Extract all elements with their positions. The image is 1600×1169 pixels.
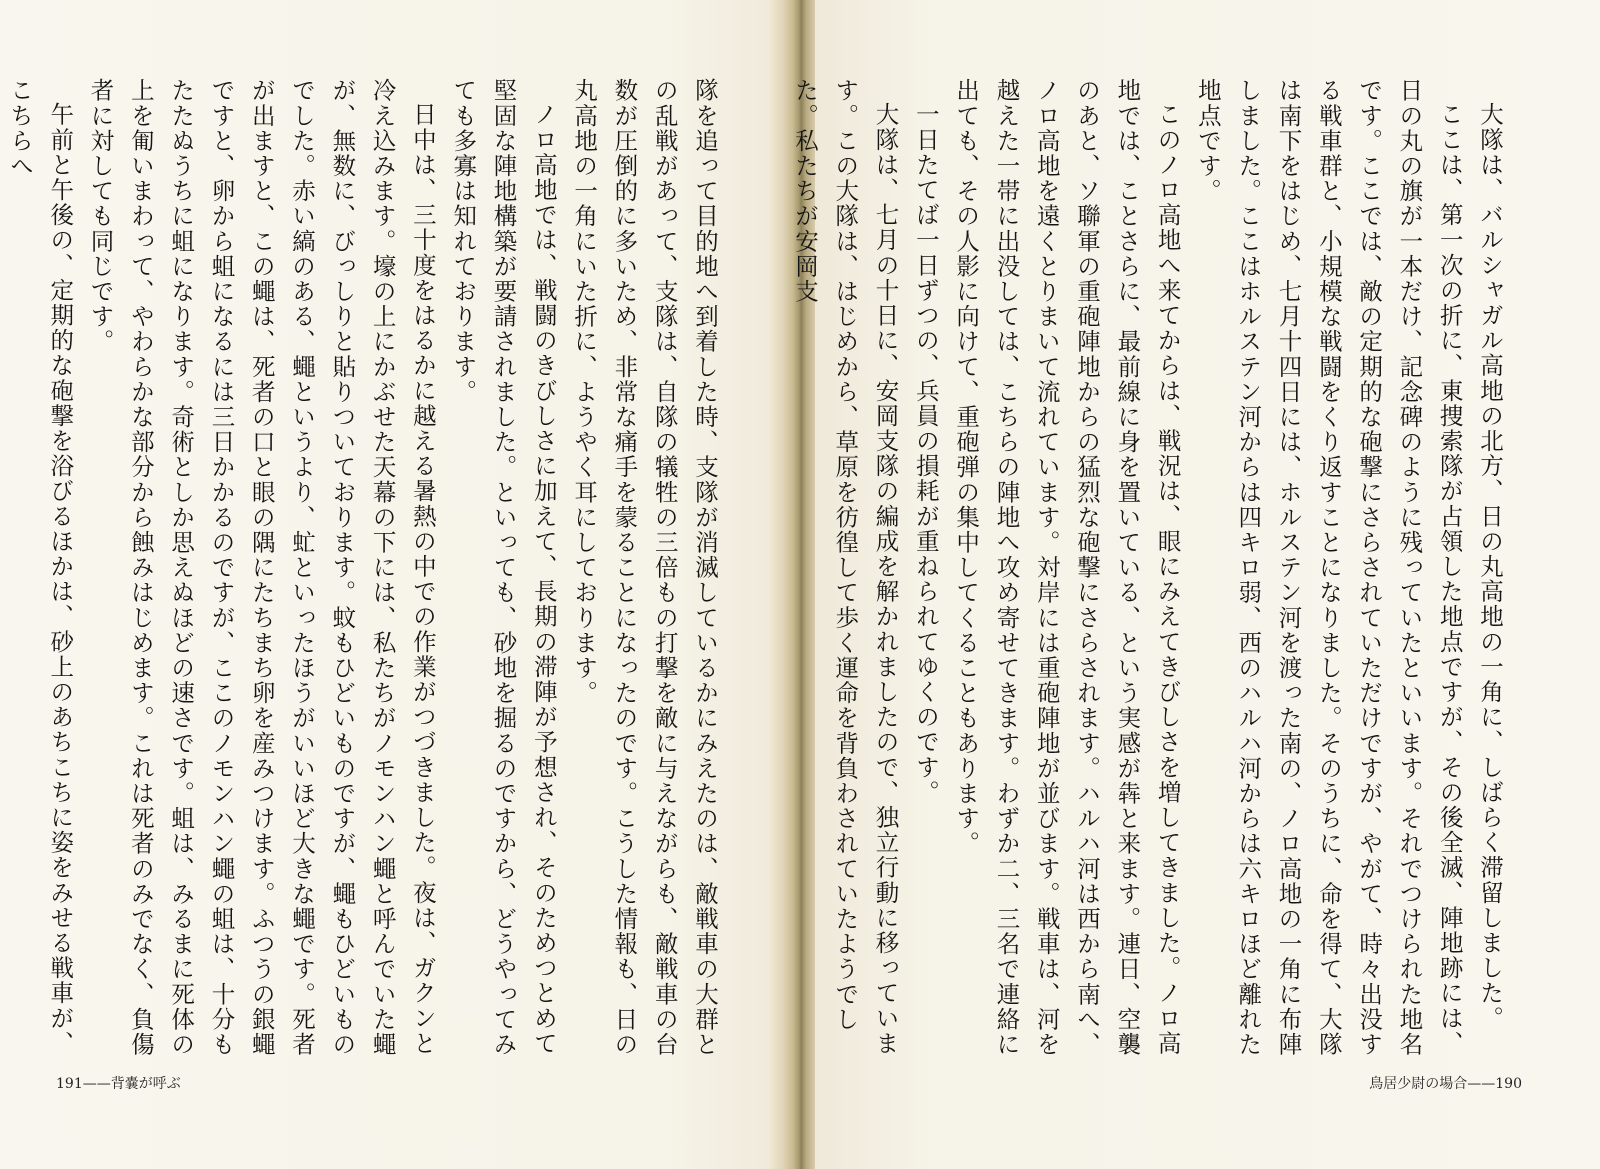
paragraph: 大隊は、七月の十日に、安岡支隊の編成を解かれましたので、独立行動に移っています。この大隊は、はじめから、草原を彷徨して歩く運命を背負わされていたようでした。私たちが安岡支: [790, 78, 900, 1056]
paragraph: このノロ高地へ来てからは、戦況は、眼にみえてきびしさを増してきました。ノロ高地では、ことさらに、最前線に身を置いている、という実感が犇と来ます。連日、空襲のあと、ソ聯軍の重砲陣地からの猛烈な砲撃にさらされます。ハルハ河は西から南へ、ノロ高地を遠くとりまいて流れています。対岸には重砲陣地が並びます。戦車は、河を越えた一帯に出没しては、こちらの陣地へ攻め寄せてきます。わずか二、三名で連絡に出ても、その人影に向けて、重砲弾の集中してくることもあります。: [952, 78, 1182, 1057]
left-page-body-text: [5, 78, 725, 1058]
left-folio: [56, 1073, 181, 1093]
page-number: 190: [1495, 1076, 1522, 1092]
right-page-body-text: [790, 78, 1510, 1058]
paragraph: ここは、第一次の折に、東捜索隊が占領した地点ですが、その後全滅、陣地跡には、日の丸の旗が一本だけ、記念碑のように残っていたといいます。それでつけられた地名です。ここでは、敵の定期的な砲撃にさらされていただけですが、やがて、時々出没する戦車群と、小規模な戦闘をくり返すことになりました。そのうちに、命を得て、大隊は南下をはじめ、七月十四日には、ホルステン河を渡った南の、ノロ高地の一角に布陣しました。ここはホルステン河からは四キロ弱、西のハルハ河からは六キロほど離れた地点です。: [1193, 78, 1464, 1057]
paragraph: 午前と午後の、定期的な砲撃を浴びるほかは、砂上のあちこちに姿をみせる戦車が、こちらへ: [5, 78, 75, 1056]
running-title: 背嚢が呼ぶ: [110, 1076, 181, 1092]
paragraph: ノロ高地では、戦闘のきびしさに加えて、長期の滞陣が予想され、そのためつとめて堅固な陣地構築が要請されました。といっても、砂地を掘るのですから、どうやってみても多寡は知れております。: [449, 78, 558, 1057]
paragraph: 隊を追って目的地へ到着した時、支隊が消滅しているかにみえたのは、敵戦車の大群との乱戦があって、支隊は、自隊の犠牲の三倍もの打撃を敵に与えながらも、敵戦車の台数が圧倒的に多いため、非常な痛手を蒙ることになったのです。こうした情報も、日の丸高地の一角にいた折に、ようやく耳にしております。: [570, 78, 719, 1057]
folio-dash: ——: [1467, 1076, 1496, 1092]
paragraph: 日中は、三十度をはるかに越える暑熱の中での作業がつづきました。夜は、ガクンと冷え込みます。壕の上にかぶせた天幕の下には、私たちがノモンハン蠅と呼んでいた蠅が、無数に、びっしりと貼りついております。蚊もひどいものですが、蠅もひどいものでした。赤い縞のある、蠅というより、虻といったほうがいいほど大きな蠅です。死者が出ますと、この蠅は、死者の口と眼の隅にたちまち卵を産みつけます。ふつうの銀蠅ですと、卵から蛆になるには三日かかるのですが、ここのノモンハン蠅の蛆は、十分もたたぬうちに蛆になります。奇術としか思えぬほどの速さです。蛆は、みるまに死体の上を匍いまわって、やわらかな部分から蝕みはじめます。これは死者のみでなく、負傷者に対しても同じです。: [86, 78, 437, 1057]
right-folio: [1369, 1073, 1522, 1093]
page-number: 191: [56, 1076, 83, 1092]
folio-dash: ——: [82, 1076, 111, 1092]
left-page: [0, 0, 785, 1169]
paragraph: 大隊は、バルシャガル高地の北方、日の丸高地の一角に、しばらく滞留しました。: [1476, 101, 1504, 1031]
paragraph: 一日たてば一日ずつの、兵員の損耗が重ねられてゆくのです。: [911, 101, 940, 805]
right-page: [790, 0, 1600, 1169]
running-title: 鳥居少尉の場合: [1369, 1076, 1468, 1092]
